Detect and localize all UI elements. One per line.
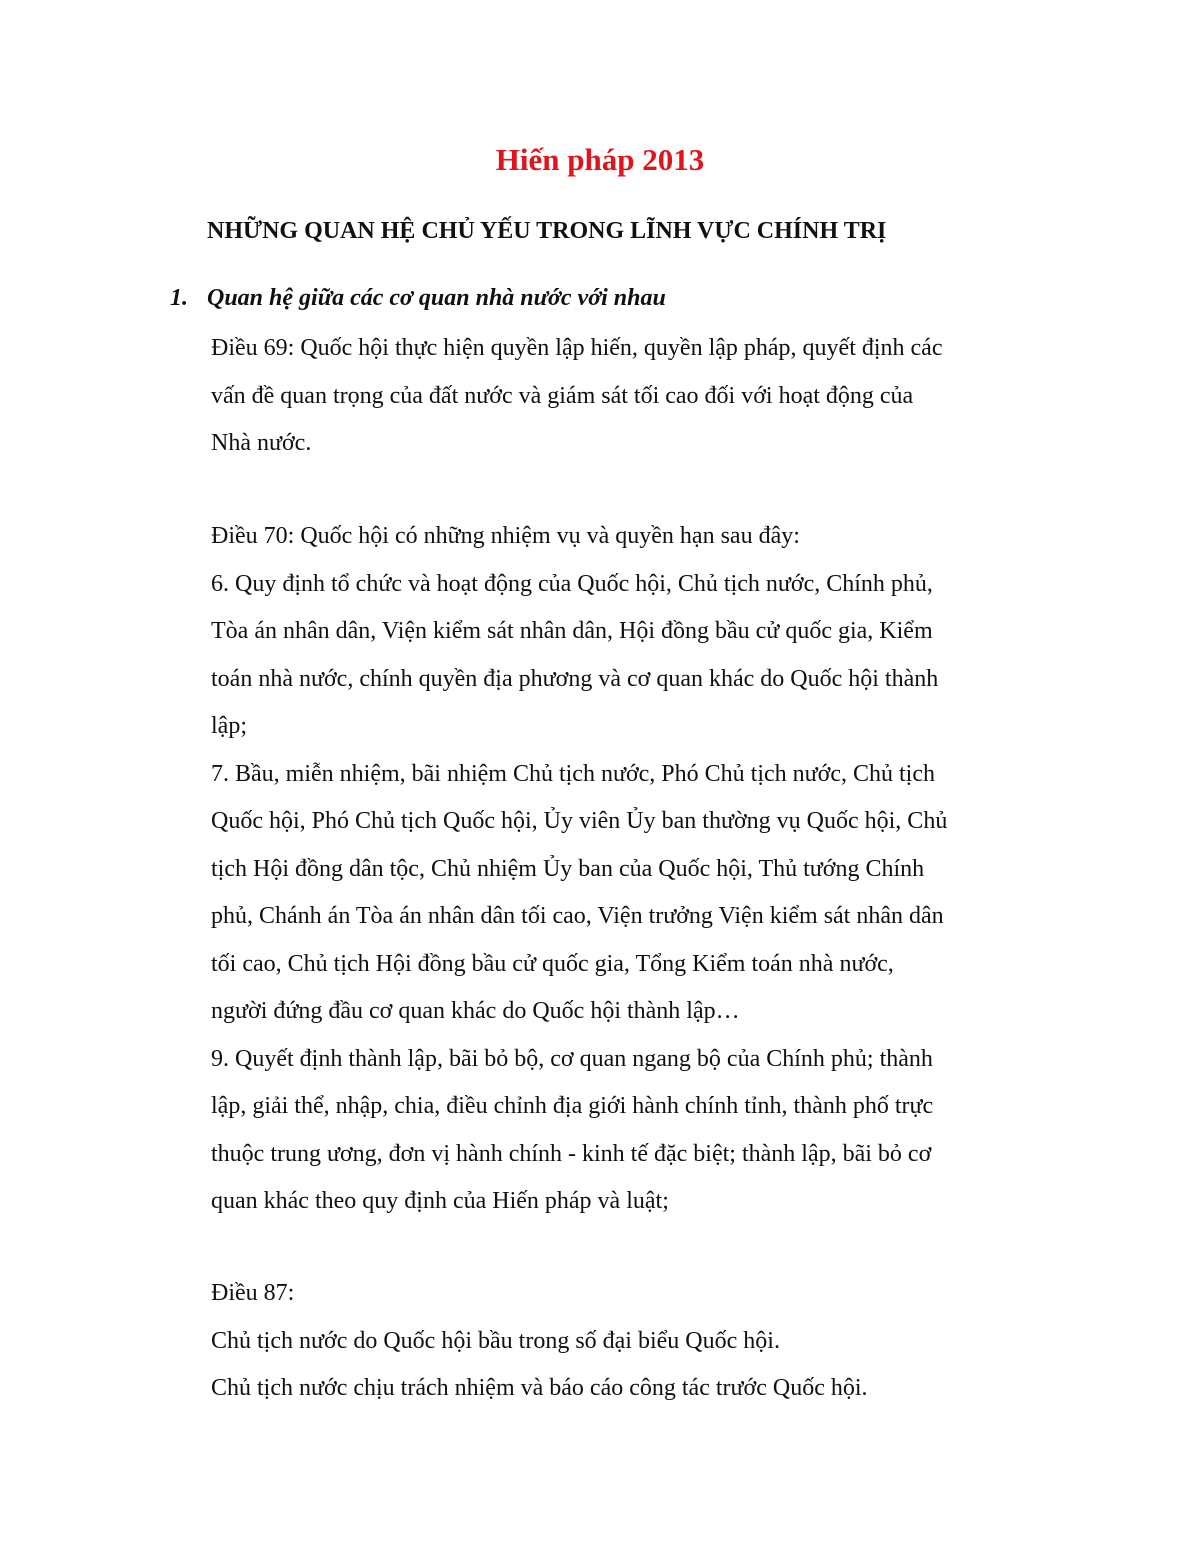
article-70-line: tối cao, Chủ tịch Hội đồng bầu cử quốc gia, Tổng Kiểm toán nhà nước,: [211, 950, 894, 977]
article-70-line: Quốc hội, Phó Chủ tịch Quốc hội, Ủy viên Ủy ban thường vụ Quốc hội, Chủ: [211, 808, 948, 834]
article-87-line: Chủ tịch nước chịu trách nhiệm và báo cáo công tác trước Quốc hội.: [211, 1375, 868, 1401]
section-number: 1.: [170, 285, 188, 311]
article-70: [211, 513, 1111, 1226]
article-87: [211, 1270, 1111, 1413]
article-87-line: Chủ tịch nước do Quốc hội bầu trong số đại biểu Quốc hội.: [211, 1327, 780, 1354]
document-subtitle: NHỮNG QUAN HỆ CHỦ YẾU TRONG LĨNH VỰC CHÍNH TRỊ: [207, 218, 887, 244]
article-69: [211, 325, 1111, 468]
article-70-line: Tòa án nhân dân, Viện kiểm sát nhân dân, Hội đồng bầu cử quốc gia, Kiểm: [211, 618, 933, 644]
article-70-line: tịch Hội đồng dân tộc, Chủ nhiệm Ủy ban của Quốc hội, Thủ tướng Chính: [211, 855, 925, 882]
article-70-line: phủ, Chánh án Tòa án nhân dân tối cao, Viện trưởng Viện kiểm sát nhân dân: [211, 903, 944, 929]
article-70-line: người đứng đầu cơ quan khác do Quốc hội thành lập…: [211, 998, 740, 1024]
article-70-line: Điều 70: Quốc hội có những nhiệm vụ và quyền hạn sau đây:: [211, 523, 800, 549]
section-heading-text: Quan hệ giữa các cơ quan nhà nước với nhau: [207, 285, 666, 311]
article-70-line: lập, giải thể, nhập, chia, điều chỉnh địa giới hành chính tỉnh, thành phố trực: [211, 1093, 934, 1119]
article-70-line: 7. Bầu, miễn nhiệm, bãi nhiệm Chủ tịch nước, Phó Chủ tịch nước, Chủ tịch: [211, 760, 935, 787]
document-title: Hiến pháp 2013: [495, 142, 705, 177]
article-70-line: thuộc trung ương, đơn vị hành chính - kinh tế đặc biệt; thành lập, bãi bỏ cơ: [211, 1140, 932, 1167]
article-69-line: vấn đề quan trọng của đất nước và giám sát tối cao đối với hoạt động của: [211, 382, 914, 409]
section-heading: [170, 280, 666, 316]
article-70-line: 9. Quyết định thành lập, bãi bỏ bộ, cơ quan ngang bộ của Chính phủ; thành: [211, 1045, 933, 1072]
article-69-line: Nhà nước.: [211, 430, 312, 456]
article-70-line: toán nhà nước, chính quyền địa phương và cơ quan khác do Quốc hội thành: [211, 665, 939, 692]
article-69-line: Điều 69: Quốc hội thực hiện quyền lập hiến, quyền lập pháp, quyết định các: [211, 335, 943, 361]
article-70-line: quan khác theo quy định của Hiến pháp và luật;: [211, 1188, 669, 1214]
article-70-line: lập;: [211, 713, 247, 739]
article-87-line: Điều 87:: [211, 1280, 295, 1306]
article-70-line: 6. Quy định tổ chức và hoạt động của Quốc hội, Chủ tịch nước, Chính phủ,: [211, 570, 933, 597]
